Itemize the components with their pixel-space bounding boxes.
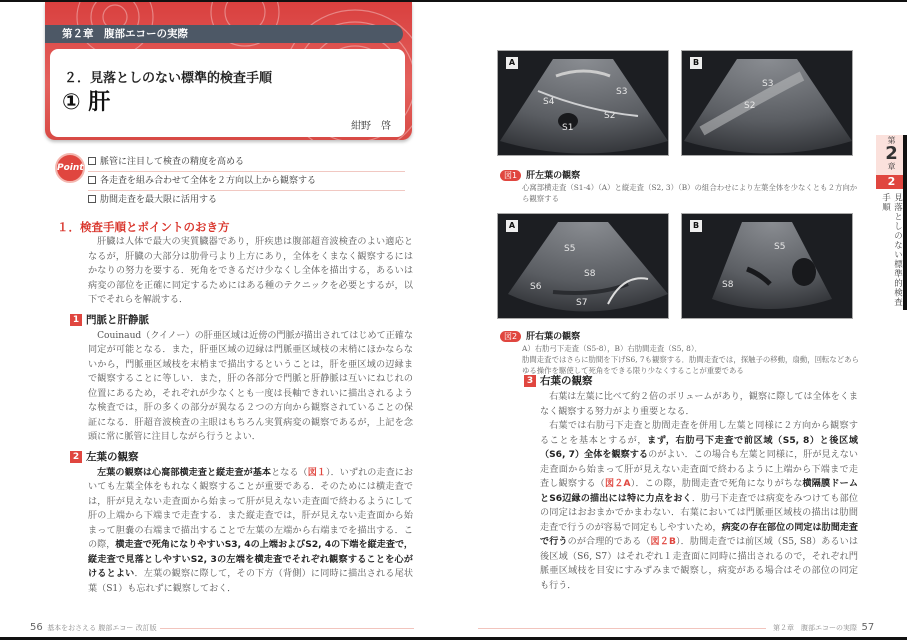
- emphasis: 横走査で死角になりやすいS3, 4の上端およびS2, 4の下端を縦走査で，縦走査で見落としやすいS2, 3の左端を横走査でそれぞれ観察することを心がけるとよい: [88, 540, 413, 579]
- segment-label: S6: [530, 282, 542, 292]
- figure-ref-link[interactable]: 図２B: [650, 537, 676, 547]
- point-item: [88, 191, 405, 210]
- subsection-title: 右葉の観察: [540, 375, 593, 387]
- section-heading: １．検査手順とポイントのおき方: [57, 220, 230, 234]
- page-number: 56: [30, 622, 43, 633]
- book-title: 基本をおさえる 腹部エコー 改訂版: [47, 624, 157, 632]
- text: 右葉では右肋弓下走査と肋間走査を併用し左葉と同様に２方向から観察することを基本とするが，: [540, 421, 858, 446]
- figure-caption-2: [500, 324, 860, 376]
- emphasis: 左葉の観察は心窩部横走査と縦走査が基本: [97, 467, 272, 478]
- checkbox-icon: [88, 195, 96, 203]
- number-badge: 2: [70, 451, 82, 463]
- segment-label: S5: [774, 242, 786, 252]
- point-item: [88, 153, 405, 172]
- left-footer: [30, 622, 157, 633]
- tab-chapter-prefix: 第: [887, 136, 896, 145]
- text: となる（: [271, 467, 308, 478]
- text: ．左葉の観察に際して，その下方（背側）に同時に描出される尾状葉（S1）も忘れずに観察しておく．: [88, 569, 413, 594]
- body-paragraph: [88, 466, 413, 597]
- checkbox-icon: [88, 176, 96, 184]
- segment-label: S5: [564, 244, 576, 254]
- segment-label: S1: [562, 123, 574, 133]
- subsection-heading: [70, 313, 413, 328]
- image-tag: B: [690, 220, 702, 232]
- tab-section-title: 見落としのない標準的検査手順: [880, 193, 903, 307]
- right-footer: [773, 622, 874, 633]
- segment-label: S4: [543, 97, 555, 107]
- figure-title: 肝左葉の観察: [526, 171, 581, 181]
- page-title: ① 肝: [62, 90, 111, 115]
- segment-label: S2: [604, 111, 616, 121]
- figure-title: 肝右葉の観察: [526, 332, 581, 342]
- figure-caption-1: [500, 163, 860, 204]
- figure-ref-link[interactable]: 図１: [307, 467, 327, 478]
- ultrasound-image-1b: [681, 50, 853, 156]
- text: ．肋弓下走査では病変をみつけても部位の同定はおおまかでかまわない．右葉においては門脈亜区域枝の描出は肋間走査で行うのが容易で同定もしやすいため，: [540, 493, 858, 533]
- author: 紺野 啓: [351, 121, 391, 132]
- tab-edge: [903, 135, 907, 310]
- chapter-side-tab[interactable]: [876, 135, 907, 310]
- figure-badge: 図1: [500, 170, 521, 181]
- footer-rule: [478, 628, 766, 629]
- emphasis: まず，右肋弓下走査で前区域（S5, 8）と後区域（S6, 7）全体を観察する: [540, 435, 858, 460]
- ultrasound-image-2b: [681, 213, 853, 319]
- text: ）．いずれの走査においても左葉全体をもれなく観察することが重要である．そのためには横走査では，肝が見えない走査面から始まって肝が見えない走査面で終わるようにして肝の上端から下端まで走査する．また縦走査では，肝が見えない走査面から始まって胆嚢の右端まで描出することで左葉の左端から右端までを描出する．この際，: [88, 467, 413, 550]
- point-item-text: 肋間走査を最大限に活用する: [100, 195, 218, 205]
- figure-text: 心窩部横走査（S1-4）（A）と縦走査（S2, 3）（B）の組合わせにより左葉全体を少なくとも２方向から観察する: [522, 183, 858, 203]
- body-paragraph: Couinaud（クイノー）の肝亜区域は近傍の門脈が描出されてはじめて正確な同定が可能となる．また，肝亜区域の辺縁は門脈亜区域枝の末梢にほかならないから，門脈亜区域枝を末梢まで描出するということは，肝を亜区域の辺縁まで観察することに等しい．また，肝の各部分で門脈と肝静脈は互いにねじれの位置にあるため，それぞれが少なくとも一度は長軸できれいに描出されるような検査では，肝の多くの部分が異なる２つの方向から観察されていることの保証になる．肝超音波検査の主眼はもちろん実質病変の観察であるが，上記を念頭に常に脈管に注目しながら行うとよい．: [88, 330, 413, 442]
- segment-label: S3: [762, 79, 774, 89]
- body-paragraph: [540, 419, 858, 593]
- emphasis: 病変の存在部位の同定は肋間走査で行う: [540, 522, 858, 547]
- section-subtitle: ２．見落としのない標準的検査手順: [64, 71, 273, 86]
- subsection-heading: [70, 450, 413, 465]
- segment-label: S7: [576, 298, 588, 308]
- point-icon: Point: [55, 153, 85, 183]
- segment-label: S8: [722, 280, 734, 290]
- figure-ref-link[interactable]: 図２A: [604, 479, 631, 489]
- chapter-bar: 第２章 腹部エコーの実際: [45, 25, 403, 43]
- image-tag: A: [506, 57, 518, 69]
- chapter-header: [45, 2, 412, 140]
- text: のが合理的である（: [567, 537, 651, 547]
- footer-rule: [160, 628, 414, 629]
- page-number: 57: [861, 622, 875, 633]
- emphasis: 横隔膜ドームとS6辺縁の描出には特に力点をおく: [540, 479, 858, 504]
- ultrasound-image-2a: [497, 213, 669, 319]
- segment-label: S8: [584, 269, 596, 279]
- number-badge: 1: [70, 314, 82, 326]
- text: のがよい．この場合も左葉と同様に，肝が見えない走査面から始まって肝が見えない走査面で終わるように上端から下端まで走査し観察する（: [540, 450, 858, 489]
- point-item: [88, 172, 405, 191]
- subsection-heading: [524, 374, 858, 389]
- figure-text: A）右肋弓下走査（S5-8），B）右肋間走査（S5, 8）．: [522, 344, 702, 353]
- text: ）．肋間走査では前区域（S5, S8）あるいは後区域（S6, S7）はそれぞれ１走査面に同時に描出されるので，それぞれ門脈亜区域枝を目安にすみずみまで観察し，病変がある場合はその部位の同定も行う．: [540, 537, 858, 591]
- body-paragraph: 肝臓は人体で最大の実質臓器であり，肝疾患は腹部超音波検査のよい適応となるが，肝臓の大部分は肋骨弓より上方にあり，全体をくまなく観察するにはかなりの努力を要する．死角をできるだけ少なくし全体を描出する，あるいは病変の部位を正確に同定するためにはある種のテクニックを必要とするが，以下でそれらを解説する．: [88, 237, 413, 305]
- body-paragraph: 右葉は左葉に比べて約２倍のボリュームがあり，観察に際しては全体をくまなく観察する努力がより重要となる．: [540, 392, 859, 417]
- chapter-title: 第２章 腹部エコーの実際: [773, 624, 857, 632]
- figure-badge: 図2: [500, 331, 521, 342]
- image-tag: B: [690, 57, 702, 69]
- image-tag: A: [506, 220, 518, 232]
- left-text-column: [57, 219, 413, 596]
- point-item-text: 各走査を組み合わせて全体を２方向以上から観察する: [100, 176, 317, 186]
- tab-section-number: 2: [876, 175, 907, 189]
- checkbox-icon: [88, 157, 96, 165]
- subsection-title: 門脈と肝静脈: [86, 313, 149, 326]
- subsection-title: 左葉の観察: [86, 450, 139, 463]
- right-text-column: [524, 374, 858, 593]
- text: ）．この際，肋間走査で死角になりがちな: [630, 479, 803, 489]
- tab-chapter-number: 2: [885, 143, 898, 164]
- tab-chapter-suffix: 章: [887, 162, 896, 171]
- figure-text: 肋間走査ではさらに肋間を下げS6, 7も観察する．肋間走査では，探触子の移動，扇動，回転などあらゆる操作を駆使して死角をできる限り少なくすることが重要である: [522, 355, 859, 375]
- number-badge: 3: [524, 375, 536, 387]
- title-card: [50, 49, 405, 137]
- segment-label: S2: [744, 101, 756, 111]
- segment-label: S3: [616, 87, 628, 97]
- point-item-text: 脈管に注目して検査の精度を高める: [100, 157, 245, 167]
- ultrasound-image-1a: [497, 50, 669, 156]
